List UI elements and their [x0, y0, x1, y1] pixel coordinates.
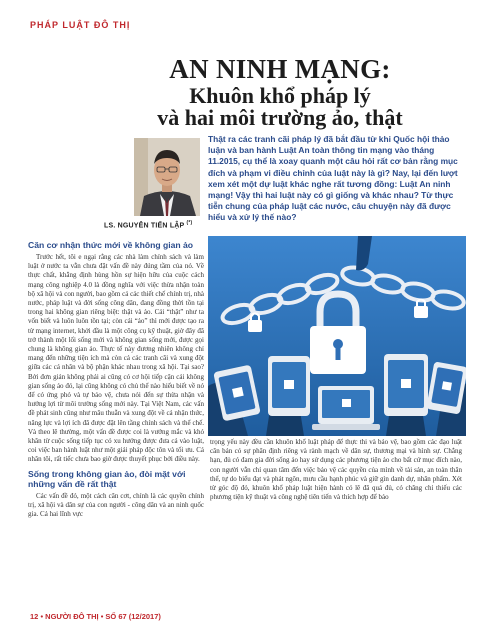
author-portrait-illustration [134, 138, 200, 216]
title-line-3: và hai môi trường ảo, thật [157, 105, 403, 130]
section-heading-1: Căn cơ nhận thức mới về không gian ảo [28, 240, 194, 250]
page-number: 12 [30, 612, 39, 621]
right-column: trọng yếu này đều cần khuôn khổ luật pháp để thực thi và bảo vệ, bao gồm các đạo luật căn bản có sự phân định riêng và rành mạch về dân sự, thương mại và hình sự. Chẳng hạn, đủ có đam gia đời sống ảo hay sử dụng các phương tiện ảo cho bất cứ mục đích nào, con người vẫn chỉ quan tâm đến việc bảo vệ các quyền của mình về tài sản, an toàn thân thể, tự do biểu đạt và phát ngôn, mưu cầu hạnh phúc và giữ gìn danh dự, nhân phẩm. Xét từ góc độ đó, khuôn khổ pháp luật hiện hành có lẽ đã quá đủ, có chăng chỉ thiếu các phương tiện kỹ thuật và công nghệ tiên tiến và thích hợp để bảo [210, 438, 462, 502]
author-name: LS. NGUYỄN TIẾN LẬP [104, 222, 185, 230]
magazine-name: NGƯỜI ĐÔ THỊ [45, 612, 99, 621]
title-line-1: AN NINH MẠNG: [169, 54, 391, 84]
author-byline [104, 220, 214, 229]
author-footnote-mark: (*) [186, 220, 193, 226]
author-photo [134, 138, 200, 216]
issue-number: SỐ 67 (12/2017) [105, 612, 161, 621]
lock-devices-illustration [208, 236, 466, 436]
lead-paragraph: Thật ra các tranh cãi pháp lý đã bắt đầu từ khi Quốc hội thảo luận và ban hành Luật An toàn thông tin mạng vào tháng 11.2015, cụ thể là xoay quanh một câu hỏi rất cơ bản rằng mục đích và phạm vi điều chỉnh của luật này là gì? Nay, lại đến lượt xem xét một dự luật khác nghe rất tương đồng: Luật An ninh mạng! Vậy thì hai luật này có gì giống và khác nhau? Từ thực tiễn chung của pháp luật các nước, câu chuyện này đã được hiểu và xử lý thế nào? [208, 134, 458, 223]
cyber-security-illustration [208, 236, 466, 436]
section-heading-2: Sống trong không gian ảo, đòi mặt với những vấn đề rất thật [28, 468, 186, 489]
section-body-1: Trước hết, tôi e ngại rằng các nhà làm chính sách và làm luật ở nước ta vẫn chưa đặt vấn đề này đúng tầm của nó. Về thực chất, khẳng định hùng hồn sự hiện hữu của cuộc cách mạng công nghiệp 4.0 là đồng nghĩa với việc thừa nhận toàn bộ xã hội và con người, bao gồm cả các thiết chế chính trị, nhà nước, pháp luật và đời sống công dân, đang đồng thời tồn tại trong hai không gian riêng biệt: thật và ảo. Cái “thật” như ta vốn biết và luôn luôn tồn tại; còn cái “ảo” thì mới được tạo ra từ mạng internet, khởi đầu là một công cụ kỹ thuật, giờ đây đã trở thành một lối sống mới và không gian sống mới, được gọi chung là không gian ảo. Thực tế này đương nhiên không chỉ mang đến những tiện ích mà còn cả các tranh cãi và xung đột giữa các cá nhân và bộ phận khác nhau trong xã hội. Tại sao? Bởi đơn giản không phải ai cũng có cơ hội tiếp cận cái không gian sống ảo đó, lại cũng không có chủ thể nào hiểu biết về nó để có ứng phó và tự bảo vệ, chưa nói đến sự thừa nhận và hưởng lợi từ môi trường sống mới này. Tại Việt Nam, các vấn đề phát sinh cũng như mâu thuẫn và xung đột về cả nhận thức, năng lực và lợi ích đã được đặt lên tầng chính sách và thể chế. Và theo lẽ thường, một vấn đề được coi là vướng mắc và khó khăn từ cuộc sống tiếp tục có xu hướng được đưa cả vào luật, coi việc ban hành luật như một giải pháp độc tôn và tối ưu. Cá nhân tôi, rất tiếc chưa bao giờ được thuyết phục bởi điều này. [28, 253, 204, 464]
page-footer [30, 612, 161, 621]
footer-separator: • [100, 612, 106, 621]
section-body-2: Các vấn đề đó, một cách căn cơt, chính là các quyền chính trị, xã hội và dân sự của con người - công dân và an ninh quốc gia. Cả hai lĩnh vực [28, 491, 204, 519]
left-column [28, 240, 204, 519]
article-title [100, 56, 460, 129]
footer-separator: • [40, 612, 46, 621]
section-label: PHÁP LUẬT ĐÔ THỊ [30, 20, 131, 30]
title-line-2: Khuôn khổ pháp lý [189, 83, 371, 108]
